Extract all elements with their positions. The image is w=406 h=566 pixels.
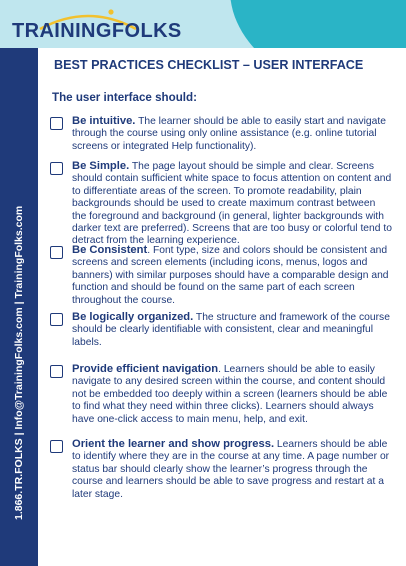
checklist-item — [50, 244, 392, 307]
header-swoosh — [230, 0, 406, 48]
checklist-item-body: The structure and framework of the course should be clearly identifiable with consistent, clear and meaningful labels. — [72, 312, 390, 348]
checklist-item-title: Be intuitive. — [72, 115, 136, 127]
checklist-item-body: The learner should be able to easily start and navigate through the course using only online assistance (e.g. online tutorial screens or integrated Help functionality). — [72, 116, 386, 152]
page-title: BEST PRACTICES CHECKLIST – USER INTERFACE — [54, 58, 364, 72]
checklist-item-text — [72, 438, 392, 501]
checklist-item-title: Be logically organized. — [72, 311, 194, 323]
checklist-item-text — [72, 244, 392, 307]
checklist-item — [50, 363, 392, 426]
checklist-item-title: Orient the learner and show progress. — [72, 438, 275, 450]
checkbox-icon[interactable] — [50, 440, 63, 453]
checklist-item-title: Be Simple. — [72, 160, 130, 172]
sidebar-contact-text: 1.866.TR.FOLKS | Info@TrainingFolks.com | TrainingFolks.com — [13, 205, 25, 520]
checklist-item-body: . Learners should be able to easily navigate to any desired screen within the course, and content should not be embedded too deeply within a screen (learners should be able to find what they need within three clicks). Learners should always have one-click access to main menu, help, and exit. — [72, 364, 388, 425]
checkbox-icon[interactable] — [50, 313, 63, 326]
checkbox-icon[interactable] — [50, 246, 63, 259]
checklist-item-text — [72, 115, 392, 153]
checklist-item-title: Be Consistent — [72, 244, 148, 256]
checklist-item-body: The page layout should be simple and clear. Screens should contain sufficient white space to focus attention on content and to differentiate areas of the screen. To promote readability, plain backgrounds should be used to create maximum contrast between the foreground and background (in general, lighter backgrounds with darker text are preferred). Screens that are too busy or colorful tend to detract from the learning experience. — [72, 161, 392, 247]
checklist-item-text — [72, 363, 392, 426]
checklist-item-text — [72, 160, 392, 248]
checklist-item — [50, 311, 392, 349]
checklist-item — [50, 160, 392, 248]
checklist-item-title: Provide efficient navigation — [72, 363, 219, 375]
checklist-item-text — [72, 311, 392, 349]
intro-text: The user interface should: — [52, 91, 197, 104]
checkbox-icon[interactable] — [50, 365, 63, 378]
brand-part-a: TRAINING — [12, 20, 112, 42]
checkbox-icon[interactable] — [50, 162, 63, 175]
checklist-item — [50, 438, 392, 501]
checkbox-icon[interactable] — [50, 117, 63, 130]
checklist-item-body: Learners should be able to identify where they are in the course at any time. A page number or status bar should clearly show the learner’s progress through the course and learners should be able to save progress and restart at a later stage. — [72, 439, 390, 500]
brand-part-b: FOLKS — [111, 20, 182, 42]
brand-logo — [12, 20, 182, 43]
checklist-item — [50, 115, 392, 153]
checklist-item-body: . Font type, size and colors should be consistent and screens and screen elements (including icons, menus, logos and banners) with similar purposes should have a comparable design and function and should be found on the same part of each screen throughout the course. — [72, 245, 389, 306]
